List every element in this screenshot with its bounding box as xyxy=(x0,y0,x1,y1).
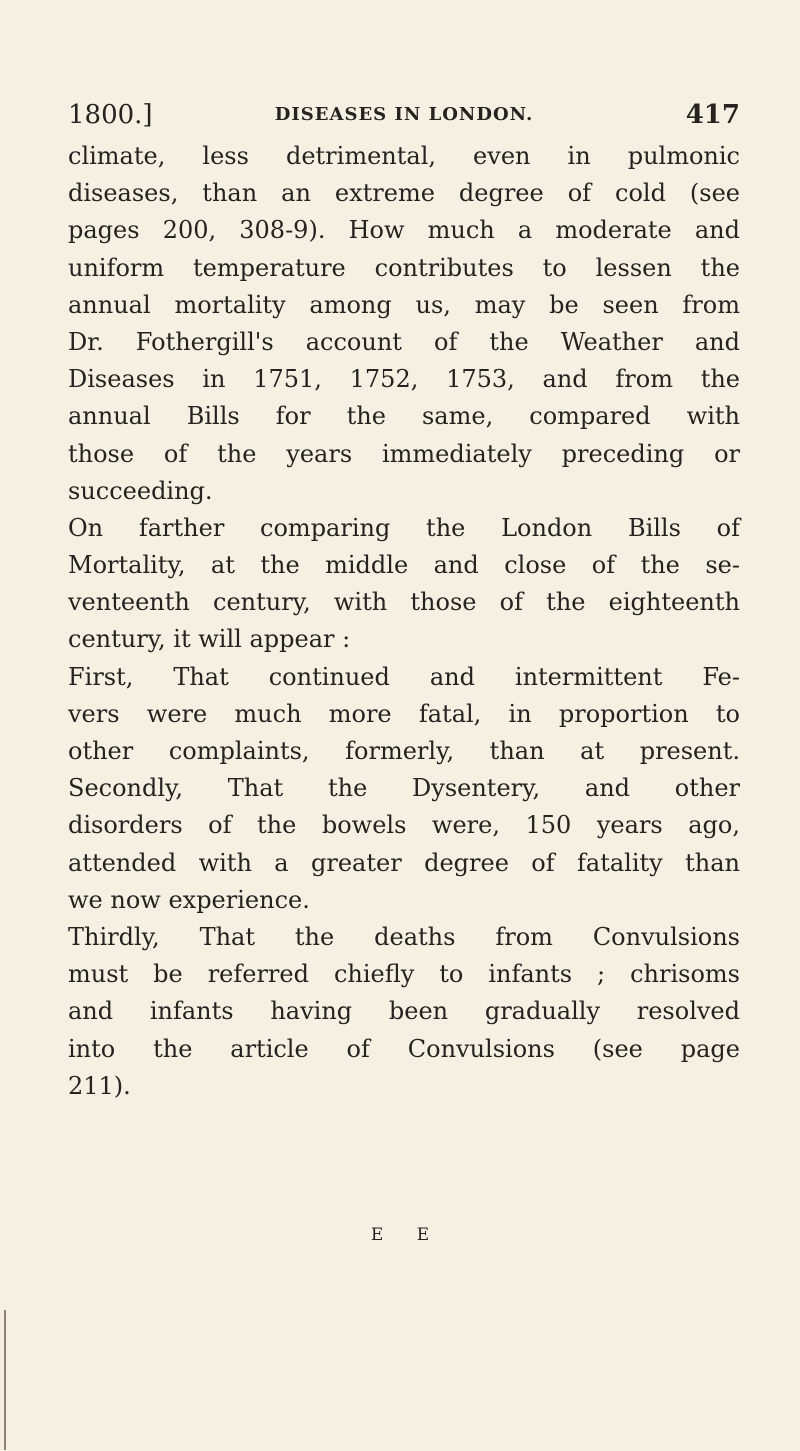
running-header xyxy=(68,100,740,140)
text-line: attended with a greater degree of fatality than xyxy=(68,848,740,877)
text-line: pages 200, 308-9). How much a moderate and xyxy=(68,216,740,245)
header-year: 1800.] xyxy=(68,100,153,130)
signature-mark: E E xyxy=(370,1225,444,1245)
text-line: century, it will appear : xyxy=(68,625,351,654)
text-line: Secondly, That the Dysentery, and other xyxy=(68,774,740,803)
text-line: succeeding. xyxy=(68,476,213,505)
text-line: disorders of the bowels were, 150 years ago, xyxy=(68,811,740,840)
text-line: vers were much more fatal, in proportion to xyxy=(68,699,740,728)
text-line: we now experience. xyxy=(68,885,310,914)
text-line: 211). xyxy=(68,1071,131,1100)
page-number: 417 xyxy=(685,100,740,130)
text-line: annual Bills for the same, compared with xyxy=(68,402,740,431)
text-line: Diseases in 1751, 1752, 1753, and from the xyxy=(68,365,740,394)
text-line: those of the years immediately preceding or xyxy=(68,439,740,468)
text-line: First, That continued and intermittent Fe- xyxy=(68,662,740,691)
header-title: DISEASES IN LONDON. xyxy=(274,104,534,125)
text-line: other complaints, formerly, than at present. xyxy=(68,737,740,765)
text-line: uniform temperature contributes to lessen the xyxy=(68,253,740,282)
text-line: into the article of Convulsions (see page xyxy=(68,1034,740,1063)
text-line: Dr. Fothergill's account of the Weather and xyxy=(68,327,740,356)
text-line: Thirdly, That the deaths from Convulsions xyxy=(68,922,740,951)
text-line: Mortality, at the middle and close of the se- xyxy=(68,551,740,580)
page-edge-shadow xyxy=(4,1310,6,1450)
text-line: venteenth century, with those of the eighteenth xyxy=(68,588,740,617)
text-line: and infants having been gradually resolved xyxy=(68,997,740,1026)
text-line: diseases, than an extreme degree of cold (see xyxy=(68,179,740,208)
body-text xyxy=(68,138,740,1105)
text-line: annual mortality among us, may be seen from xyxy=(68,290,740,319)
text-line: must be referred chiefly to infants ; chrisoms xyxy=(68,960,740,989)
text-line: On farther comparing the London Bills of xyxy=(68,513,740,542)
text-line: climate, less detrimental, even in pulmonic xyxy=(68,142,740,170)
